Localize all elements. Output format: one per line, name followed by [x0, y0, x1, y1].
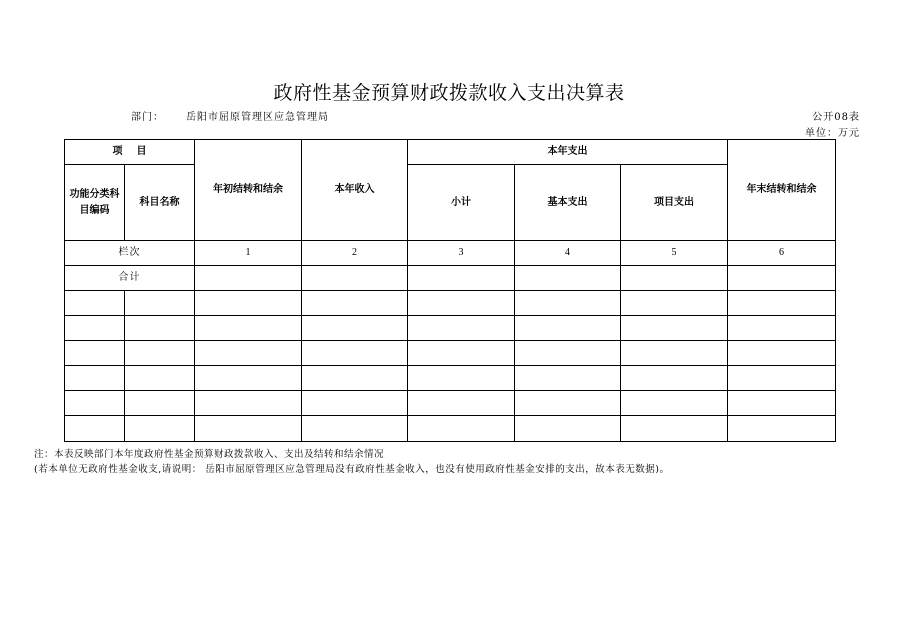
table-cell [195, 366, 302, 391]
table-cell [621, 416, 728, 442]
table-cell [125, 291, 195, 316]
table-cell [65, 366, 125, 391]
table-cell [621, 391, 728, 416]
column-number: 3 [408, 241, 515, 266]
table-cell [621, 266, 728, 291]
column-number: 5 [621, 241, 728, 266]
income-header: 本年收入 [302, 140, 408, 241]
table-cell [195, 416, 302, 442]
column-index-row [65, 241, 836, 266]
table-cell [195, 391, 302, 416]
total-label: 合计 [65, 266, 195, 291]
table-cell [515, 291, 621, 316]
table-cell [302, 266, 408, 291]
table-cell [195, 316, 302, 341]
column-number: 6 [728, 241, 836, 266]
table-cell [621, 291, 728, 316]
project-expense-header: 项目支出 [621, 165, 728, 241]
expense-header: 本年支出 [408, 140, 728, 165]
subtotal-header: 小计 [408, 165, 515, 241]
table-cell [728, 391, 836, 416]
table-row [65, 391, 836, 416]
page-title: 政府性基金预算财政拨款收入支出决算表 [273, 82, 625, 104]
department-name: 岳阳市屈原管理区应急管理局 [186, 112, 329, 123]
func-code-header: 功能分类科目编码 [65, 165, 125, 241]
table-cell [125, 366, 195, 391]
table-cell [65, 316, 125, 341]
table-row [65, 366, 836, 391]
note-line-2: (若本单位无政府性基金收支,请说明： 岳阳市屈原管理区应急管理局没有政府性基金收入，也没有使用政府性基金安排的支出，故本表无数据)。 [34, 464, 670, 475]
table-cell [515, 266, 621, 291]
table-cell [408, 366, 515, 391]
table-cell [65, 341, 125, 366]
note-line-1: 注：本表反映部门本年度政府性基金预算财政拨款收入、支出及结转和结余情况 [34, 449, 385, 460]
fund-budget-table [64, 139, 836, 442]
table-cell [515, 341, 621, 366]
table-cell [621, 366, 728, 391]
table-cell [302, 291, 408, 316]
table-cell [65, 291, 125, 316]
table-row [65, 416, 836, 442]
table-cell [728, 416, 836, 442]
table-cell [195, 341, 302, 366]
unit-label: 单位：万元 [805, 128, 860, 139]
table-cell [408, 266, 515, 291]
basic-expense-header: 基本支出 [515, 165, 621, 241]
table-cell [728, 266, 836, 291]
table-cell [515, 391, 621, 416]
table-cell [302, 366, 408, 391]
column-number: 4 [515, 241, 621, 266]
row-index-label: 栏次 [65, 241, 195, 266]
item-header: 项目 [65, 140, 195, 165]
table-cell [408, 341, 515, 366]
table-cell [302, 316, 408, 341]
table-cell [302, 416, 408, 442]
table-cell [408, 291, 515, 316]
table-row [65, 316, 836, 341]
table-cell [195, 266, 302, 291]
table-cell [408, 316, 515, 341]
table-cell [125, 316, 195, 341]
table-cell [728, 341, 836, 366]
table-cell [728, 316, 836, 341]
table-row [65, 341, 836, 366]
table-cell [65, 391, 125, 416]
table-cell [515, 416, 621, 442]
table-cell [302, 341, 408, 366]
total-row [65, 266, 836, 291]
table-cell [302, 391, 408, 416]
table-cell [515, 316, 621, 341]
closing-balance-header: 年末结转和结余 [728, 140, 836, 241]
table-cell [125, 416, 195, 442]
table-row [65, 291, 836, 316]
column-number: 2 [302, 241, 408, 266]
table-cell [65, 416, 125, 442]
table-cell [621, 341, 728, 366]
form-number: 公开08表 [812, 112, 860, 123]
department-line [131, 108, 329, 123]
department-label: 部门： [131, 112, 164, 123]
table-cell [408, 416, 515, 442]
subject-name-header: 科目名称 [125, 165, 195, 241]
table-cell [408, 391, 515, 416]
table-cell [728, 366, 836, 391]
table-cell [125, 391, 195, 416]
table-cell [515, 366, 621, 391]
column-number: 1 [195, 241, 302, 266]
table-cell [728, 291, 836, 316]
table-cell [195, 291, 302, 316]
table-cell [125, 341, 195, 366]
opening-balance-header: 年初结转和结余 [195, 140, 302, 241]
table-cell [621, 316, 728, 341]
